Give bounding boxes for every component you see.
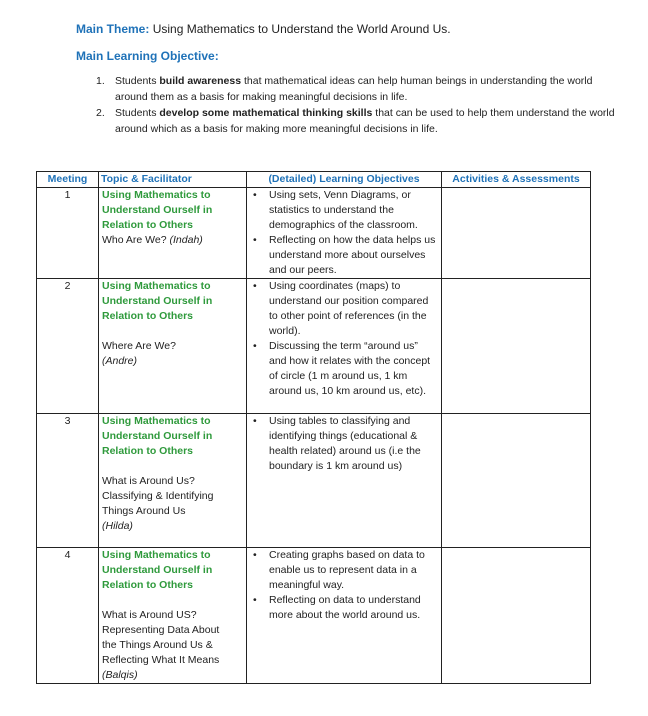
learning-objectives-cell (247, 548, 442, 684)
objective-text: that mathematical ideas can help human beings in understanding the world around them as a basis for making meaningful decisions in life. (115, 75, 593, 103)
topic-title-line: Using Mathematics to (102, 415, 211, 427)
objective-bold-text: build awareness (159, 75, 242, 87)
header-learning-objectives: (Detailed) Learning Objectives (247, 172, 442, 188)
subtopic-line: Reflecting What It Means (102, 654, 220, 666)
activities-cell (442, 279, 591, 414)
objective-number: 2. (96, 107, 105, 119)
objective-bullet: • Using tables to classifying and identifying things (educational & health related) around us (i.e the boundary is 1 km around us) (250, 414, 438, 474)
objective-bullet: • Using sets, Venn Diagrams, or statistics to understand the demographics of the classroom. (250, 188, 438, 233)
topic-cell (99, 279, 247, 414)
activities-cell (442, 188, 591, 279)
objective-bullet: • Discussing the term “around us” and how it relates with the concept of circle (1 m around us, 1 km around us, 10 km around us, etc). (250, 339, 438, 399)
table-header-row (37, 172, 591, 188)
learning-objectives-cell (247, 279, 442, 414)
subtopic-line: What is Around Us? (102, 475, 195, 487)
main-learning-objective-heading: Main Learning Objective: (76, 49, 219, 63)
subtopic-line: Representing Data About (102, 624, 220, 636)
subtopic-line: Where Are We? (102, 340, 176, 352)
objective-bullet: • Using coordinates (maps) to understand our position compared to other point of references (in the world). (250, 279, 438, 339)
topic-title-line: Relation to Others (102, 219, 194, 231)
subtopic-line: the Things Around Us & (102, 639, 213, 651)
activities-cell (442, 548, 591, 684)
objective-bullet: • Reflecting on how the data helps us understand more about ourselves and our peers. (250, 233, 438, 278)
topic-title-line: Relation to Others (102, 310, 194, 322)
learning-objectives-cell (247, 414, 442, 548)
topic-title-line: Relation to Others (102, 579, 194, 591)
subtopic-line: Classifying & Identifying (102, 490, 214, 502)
table-row (37, 414, 591, 548)
main-objectives-list (96, 73, 616, 137)
facilitator-name: (Hilda) (102, 520, 133, 532)
table-row (37, 188, 591, 279)
main-theme-text: Using Mathematics to Understand the World Around Us. (152, 22, 451, 36)
objective-number: 1. (96, 75, 105, 87)
subtopic-line: What is Around US? (102, 609, 197, 621)
meeting-number: 1 (37, 188, 99, 279)
facilitator-name: (Indah) (169, 234, 203, 246)
topic-title-line: Understand Ourself in (102, 204, 213, 216)
topic-title-line: Relation to Others (102, 445, 194, 457)
subtopic-line: Things Around Us (102, 505, 186, 517)
main-theme (76, 22, 451, 36)
meeting-number: 4 (37, 548, 99, 684)
header-activities-assessments: Activities & Assessments (442, 172, 591, 188)
header-meeting: Meeting (37, 172, 99, 188)
topic-title-line: Understand Ourself in (102, 430, 213, 442)
meeting-number: 2 (37, 279, 99, 414)
activities-cell (442, 414, 591, 548)
objective-bullet: • Creating graphs based on data to enable us to represent data in a meaningful way. (250, 548, 438, 593)
topic-title-line: Using Mathematics to (102, 280, 211, 292)
objective-text: that can be used to help them understand the world around which as a basis for making more meaningful decisions in life. (115, 107, 615, 135)
topic-cell (99, 414, 247, 548)
objective-text: Students (115, 75, 160, 87)
learning-objectives-cell (247, 188, 442, 279)
topic-title-line: Using Mathematics to (102, 189, 211, 201)
objective-bold-text: develop some mathematical thinking skills (159, 107, 373, 119)
meeting-number: 3 (37, 414, 99, 548)
main-theme-label: Main Theme: (76, 22, 150, 36)
objective-item (96, 73, 616, 105)
topic-title-line: Using Mathematics to (102, 549, 211, 561)
subtopic-line: Who Are We? (102, 234, 170, 246)
objective-item (96, 105, 616, 137)
header-topic-facilitator: Topic & Facilitator (99, 172, 247, 188)
meeting-plan-table (36, 171, 591, 684)
topic-title-line: Understand Ourself in (102, 295, 213, 307)
objective-text: Students (115, 107, 160, 119)
table-row (37, 279, 591, 414)
topic-cell (99, 188, 247, 279)
topic-title-line: Understand Ourself in (102, 564, 213, 576)
facilitator-name: (Andre) (102, 355, 138, 367)
table-row (37, 548, 591, 684)
topic-cell (99, 548, 247, 684)
facilitator-name: (Balqis) (102, 669, 138, 681)
objective-bullet: • Reflecting on data to understand more about the world around us. (250, 593, 438, 623)
